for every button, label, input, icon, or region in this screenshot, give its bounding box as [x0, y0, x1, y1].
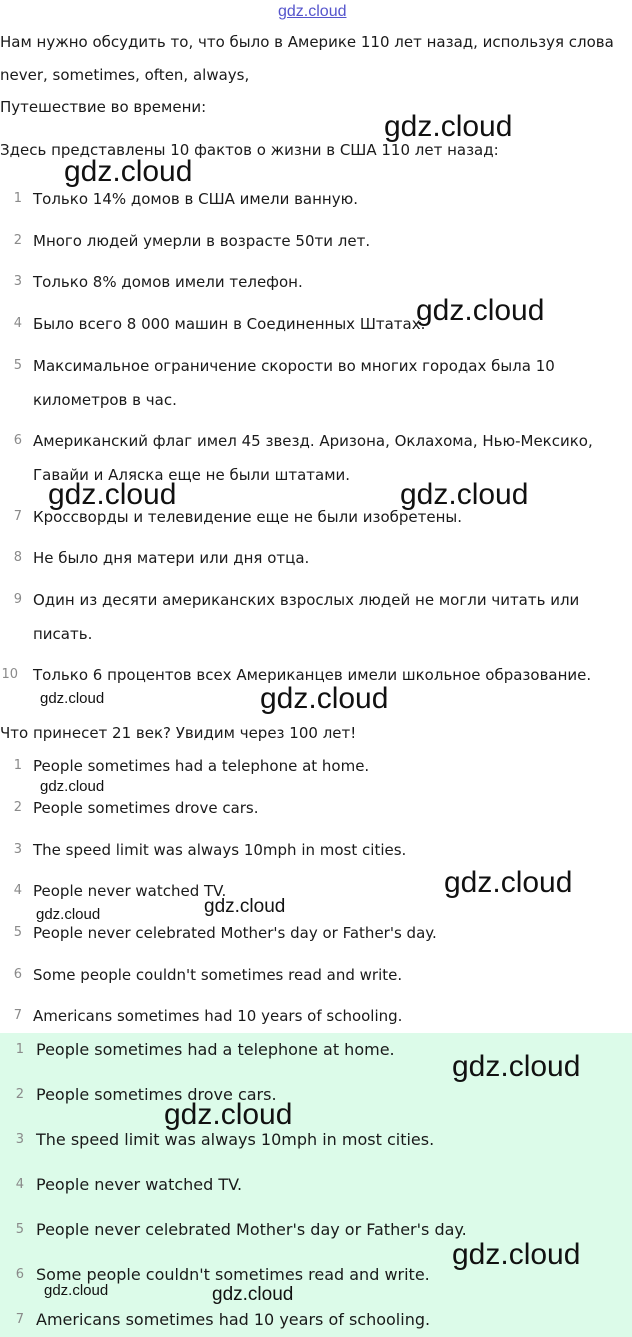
list-text: Было всего 8 000 машин в Соединенных Штатах. [33, 315, 426, 333]
list-number: 6 [15, 1267, 24, 1282]
list-item [0, 797, 632, 819]
watermark-link[interactable]: gdz.cloud [278, 3, 347, 20]
list-number: 6 [13, 433, 22, 448]
list-item [0, 1309, 632, 1331]
list-number: 2 [13, 233, 22, 248]
list-number: 8 [13, 550, 22, 565]
watermark: gdz.cloud [48, 478, 177, 511]
intro-line-2: never, sometimes, often, always, [0, 66, 250, 84]
list-text: Some people couldn't sometimes read and write. [33, 966, 403, 984]
list-text: Много людей умерли в возрасте 50ти лет. [33, 232, 371, 250]
watermark: gdz.cloud [204, 896, 286, 917]
list-item [0, 547, 632, 569]
list-text: The speed limit was always 10mph in most cities. [36, 1130, 435, 1149]
list-number: 10 [1, 667, 18, 682]
intro-line-1: Нам нужно обсудить то, что было в Америке 110 лет назад, используя слова [0, 33, 614, 51]
list-text: писать. [33, 625, 93, 643]
list-text: People never celebrated Mother's day or Father's day. [36, 1220, 467, 1239]
list-text: Americans sometimes had 10 years of schooling. [36, 1310, 431, 1329]
list-text: People sometimes drove cars. [33, 799, 259, 817]
list-number: 3 [13, 842, 22, 857]
list-item-continuation [0, 623, 632, 645]
intro-line-4: Здесь представлены 10 фактов о жизни в США 110 лет назад: [0, 141, 499, 159]
list-number: 3 [13, 274, 22, 289]
list-item [0, 230, 632, 252]
list-item [0, 1174, 632, 1196]
list-item [0, 922, 632, 944]
watermark: gdz.cloud [416, 294, 545, 327]
list-number: 3 [15, 1132, 24, 1147]
question-line: Что принесет 21 век? Увидим через 100 лет! [0, 724, 357, 742]
list-number: 6 [13, 967, 22, 982]
list-number: 5 [15, 1222, 24, 1237]
list-item-continuation [0, 389, 632, 411]
list-number: 5 [13, 925, 22, 940]
list-number: 7 [13, 509, 22, 524]
list-item [0, 355, 632, 377]
list-text: Some people couldn't sometimes read and write. [36, 1265, 430, 1284]
list-item [0, 839, 632, 861]
list-text: Только 14% домов в США имели ванную. [33, 190, 358, 208]
list-text: People never celebrated Mother's day or Father's day. [33, 924, 437, 942]
list-text: People sometimes drove cars. [36, 1085, 277, 1104]
list-text: километров в час. [33, 391, 177, 409]
watermark: gdz.cloud [40, 778, 105, 795]
list-text: Гавайи и Аляска еще не были штатами. [33, 466, 351, 484]
list-text: Максимальное ограничение скорости во многих городах была 10 [33, 357, 555, 375]
list-text: Один из десяти американских взрослых людей не могли читать или [33, 591, 580, 609]
watermark: gdz.cloud [452, 1238, 581, 1271]
list-item [0, 271, 632, 293]
list-text: People sometimes had a telephone at home. [33, 757, 370, 775]
watermark: gdz.cloud [452, 1050, 581, 1083]
list-number: 4 [13, 883, 22, 898]
list-text: Только 8% домов имели телефон. [33, 273, 303, 291]
list-item [0, 964, 632, 986]
list-number: 5 [13, 358, 22, 373]
list-number: 4 [13, 316, 22, 331]
list-number: 7 [15, 1312, 24, 1327]
list-number: 4 [15, 1177, 24, 1192]
watermark: gdz.cloud [64, 155, 193, 188]
list-number: 1 [15, 1042, 24, 1057]
watermark: gdz.cloud [36, 906, 101, 923]
list-text: Американский флаг имел 45 звезд. Аризона, Оклахома, Нью-Мексико, [33, 432, 593, 450]
list-item [0, 755, 632, 777]
list-number: 7 [13, 1008, 22, 1023]
list-text: Americans sometimes had 10 years of schooling. [33, 1007, 403, 1025]
list-number: 2 [15, 1087, 24, 1102]
intro-line-3: Путешествие во времени: [0, 98, 207, 116]
list-item [0, 1084, 632, 1106]
list-text: Только 6 процентов всех Американцев имели школьное образование. [33, 666, 592, 684]
list-number: 9 [13, 592, 22, 607]
list-item [0, 1129, 632, 1151]
list-item [0, 589, 632, 611]
watermark: gdz.cloud [164, 1098, 293, 1131]
list-text: Не было дня матери или дня отца. [33, 549, 310, 567]
watermark: gdz.cloud [384, 110, 513, 143]
list-item [0, 188, 632, 210]
watermark: gdz.cloud [40, 690, 105, 707]
list-number: 1 [13, 191, 22, 206]
list-text: People sometimes had a telephone at home. [36, 1040, 395, 1059]
list-text: People never watched TV. [33, 882, 227, 900]
list-text: The speed limit was always 10mph in most cities. [33, 841, 407, 859]
list-number: 2 [13, 800, 22, 815]
list-text: People never watched TV. [36, 1175, 243, 1194]
list-item [0, 1005, 632, 1027]
watermark: gdz.cloud [400, 478, 529, 511]
watermark: gdz.cloud [44, 1282, 109, 1299]
watermark: gdz.cloud [444, 866, 573, 899]
list-number: 1 [13, 758, 22, 773]
list-item [0, 430, 632, 452]
watermark: gdz.cloud [212, 1284, 294, 1305]
list-text: Кроссворды и телевидение еще не были изобретены. [33, 508, 463, 526]
watermark: gdz.cloud [260, 682, 389, 715]
